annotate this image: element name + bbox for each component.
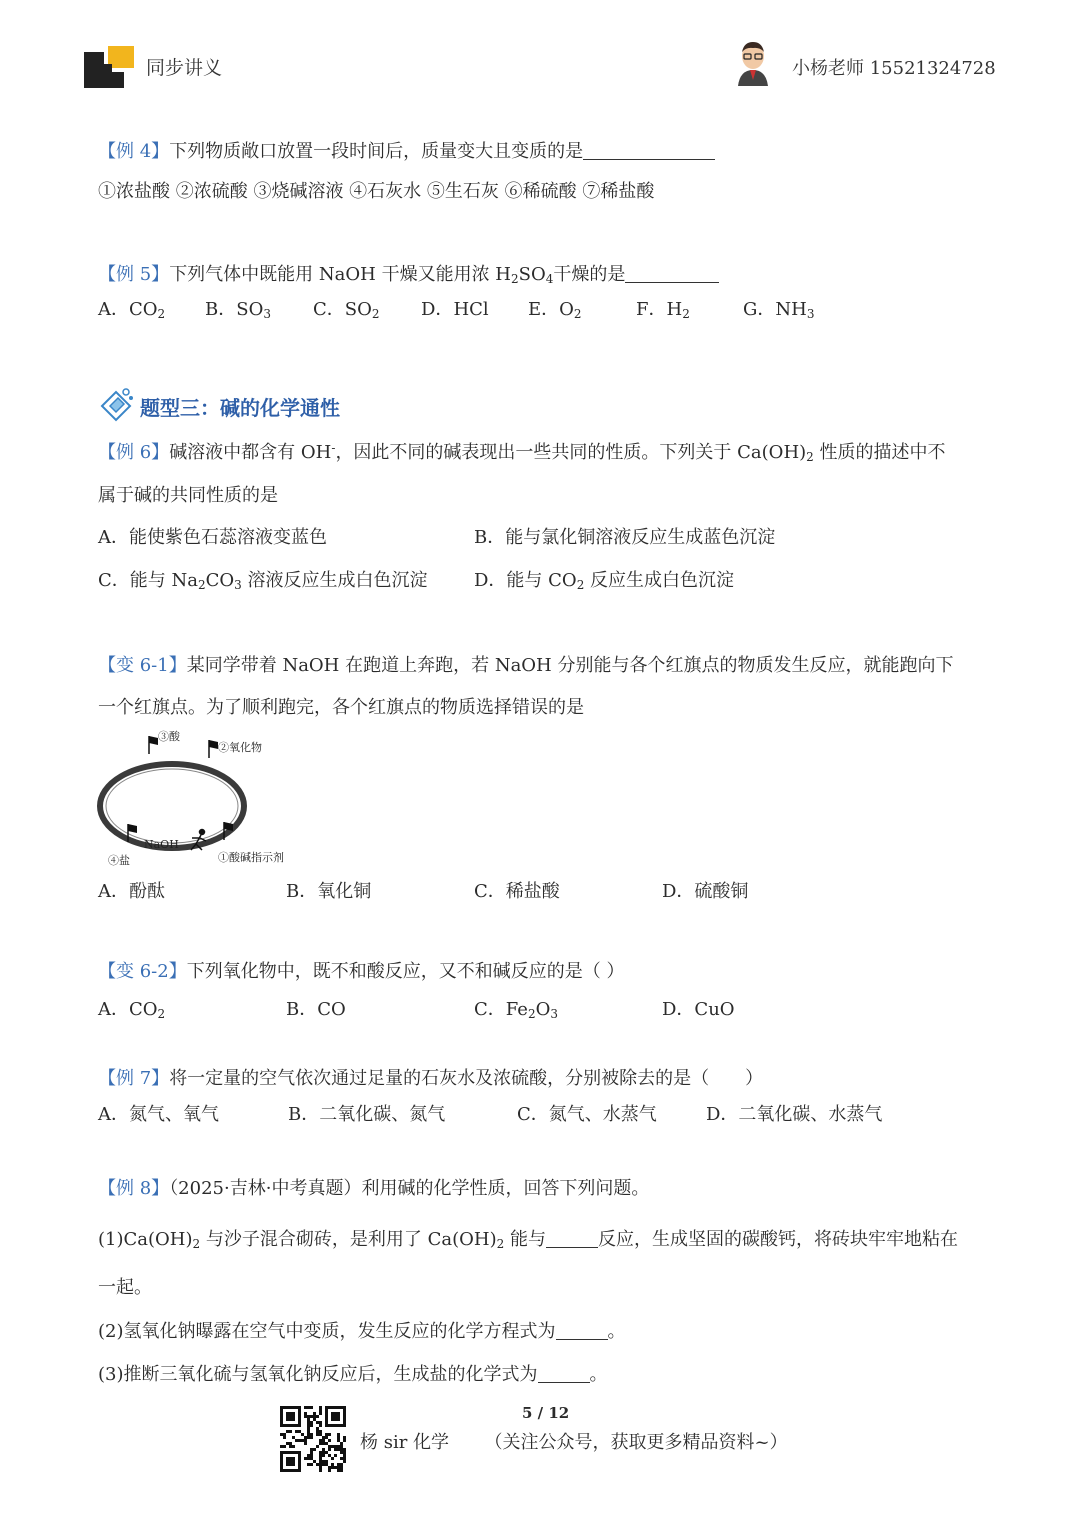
flask-icon <box>96 384 136 424</box>
example-8-q2: (2)氢氧化钠曝露在空气中变质，发生反应的化学方程式为 。 <box>98 1321 626 1342</box>
option-g: G．$NH_3$ <box>743 299 815 321</box>
option-c: C．氮气、水蒸气 <box>517 1104 657 1125</box>
example-tag: 【变 6-2】 <box>98 961 187 982</box>
example-6-question-line2: 属于碱的共同性质的是 <box>98 485 278 506</box>
flag-label-oxide: ②氧化物 <box>218 741 262 754</box>
example-7-question: 【例 7】将一定量的空气依次通过足量的石灰水及浓硫酸，分别被除去的是（ ） <box>98 1068 764 1089</box>
option-d: D．硫酸铜 <box>662 881 749 902</box>
example-tag: 【例 5】 <box>98 264 170 285</box>
option-d: D．CuO <box>662 999 735 1020</box>
subscript: 2 <box>510 272 519 286</box>
example-8-question: 【例 8】（2025·吉林·中考真题）利用碱的化学性质，回答下列问题。 <box>98 1178 650 1199</box>
option-c: C．稀盐酸 <box>474 881 560 902</box>
question-text: SO <box>518 264 546 285</box>
qr-code-icon <box>280 1406 346 1472</box>
runner-label: NaOH <box>144 838 179 851</box>
option-b: B．氧化铜 <box>286 881 372 902</box>
option-b: B．CO <box>286 999 346 1020</box>
variant-6-1-question-line2: 一个红旗点。为了顺利跑完，各个红旗点的物质选择错误的是 <box>98 697 584 718</box>
option-d: D．二氧化碳、水蒸气 <box>706 1104 883 1125</box>
example-4-items: ①浓盐酸 ②浓硫酸 ③烧碱溶液 ④石灰水 ⑤生石灰 ⑥稀硫酸 ⑦稀盐酸 <box>98 181 655 202</box>
flag-label-indicator: ①酸碱指示剂 <box>218 851 284 864</box>
question-text: 下列物质敞口放置一段时间后，质量变大且变质的是 <box>169 141 584 162</box>
example-8-q1: $(1)Ca(OH)_2$ 与沙子混合砌砖，是利用了 $Ca(OH)_2$ 能与 反应，生成坚固的碳酸钙，将砖块牢牢地粘在 <box>98 1229 958 1251</box>
example-tag: 【例 7】 <box>98 1068 170 1089</box>
option-a: A．$CO_2$ <box>98 299 166 321</box>
option-f: F．$H_2$ <box>636 299 690 321</box>
example-5-question <box>98 264 719 284</box>
option-c: C．$Fe_2O_3$ <box>474 999 558 1021</box>
example-tag: 【变 6-1】 <box>98 655 187 676</box>
example-tag: 【例 4】 <box>98 141 170 162</box>
footer-brand: 杨 sir 化学 <box>360 1432 450 1453</box>
answer-blank <box>556 1321 608 1340</box>
question-text: 下列气体中既能用 NaOH 干燥又能用浓 H <box>169 264 511 285</box>
option-b: B．能与氯化铜溶液反应生成蓝色沉淀 <box>474 527 776 548</box>
flag-label-acid: ③酸 <box>158 730 180 743</box>
option-a: A．酚酞 <box>98 881 165 902</box>
footer-note: （关注公众号，获取更多精品资料~） <box>484 1432 788 1453</box>
question-text: 干燥的是 <box>553 264 626 285</box>
example-4-question <box>98 141 715 161</box>
header-title: 同步讲义 <box>146 57 223 79</box>
avatar <box>734 40 772 86</box>
variant-6-2-question: 【变 6-2】下列氧化物中，既不和酸反应，又不和碱反应的是（ ） <box>98 961 625 982</box>
answer-blank <box>546 1229 598 1248</box>
header-teacher: 小杨老师 15521324728 <box>792 58 996 79</box>
option-b: B．$SO_3$ <box>205 299 271 321</box>
option-a: A．氮气、氧气 <box>98 1104 219 1125</box>
answer-blank <box>538 1364 590 1383</box>
option-e: E．$O_2$ <box>528 299 582 321</box>
variant-6-1-question-line1: 【变 6-1】某同学带着 NaOH 在跑道上奔跑，若 NaOH 分别能与各个红旗点的物质发生反应，就能跑向下 <box>98 655 954 676</box>
track-diagram <box>96 728 316 874</box>
option-b: B．二氧化碳、氮气 <box>288 1104 446 1125</box>
option-a: A．能使紫色石蕊溶液变蓝色 <box>98 527 327 548</box>
option-c: C．能与 $Na_2CO_3$ 溶液反应生成白色沉淀 <box>98 570 428 592</box>
option-d: D．HCl <box>421 299 489 320</box>
footer-text <box>360 1428 788 1454</box>
section-title: 题型三：碱的化学通性 <box>140 396 340 420</box>
example-tag: 【例 6】 <box>98 442 170 463</box>
option-d: D．能与 $CO_2$ 反应生成白色沉淀 <box>474 570 735 592</box>
option-c: C．$SO_2$ <box>313 299 380 321</box>
logo-icon <box>80 42 136 90</box>
example-tag: 【例 8】 <box>98 1178 170 1199</box>
answer-blank <box>583 141 715 160</box>
subscript: 4 <box>545 272 554 286</box>
page-number: 5 / 12 <box>522 1404 570 1422</box>
example-8-q1-line2: 一起。 <box>98 1277 152 1298</box>
flag-label-salt: ④盐 <box>108 854 130 867</box>
example-8-q3: (3)推断三氧化硫与氢氧化钠反应后，生成盐的化学式为 。 <box>98 1364 608 1385</box>
example-6-question-line1: 【例 6】碱溶液中都含有 OH-，因此不同的碱表现出一些共同的性质。下列关于 $Ca(OH)_2$ 性质的描述中不 <box>98 441 946 464</box>
option-a: A．$CO_2$ <box>98 999 166 1021</box>
answer-blank <box>625 264 719 283</box>
